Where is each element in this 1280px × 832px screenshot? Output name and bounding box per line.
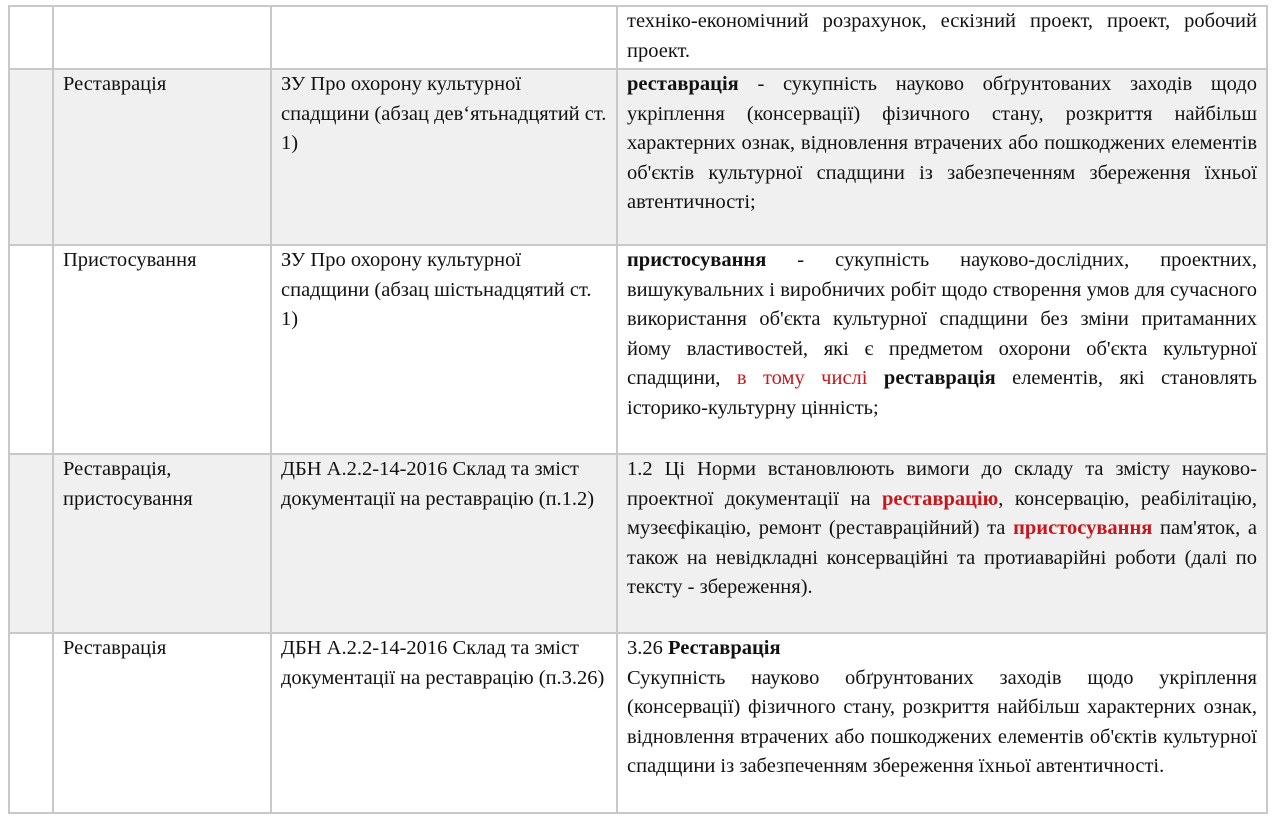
highlighted-term: реставрацію — [881, 487, 999, 510]
definition-text-2: , консервацію, реабілітацію, музеєфікацію, ремонт (реставраційний) та — [627, 487, 1257, 540]
number-cell — [9, 6, 53, 69]
definition-term: пристосування — [627, 249, 767, 271]
terms-table — [8, 5, 1268, 814]
highlighted-term-2: пристосування — [1013, 517, 1153, 540]
number-cell — [9, 69, 53, 245]
source-cell: ЗУ Про охорону культурної спадщини (абзац шістьнадцятий ст. 1) — [271, 245, 617, 454]
table-row — [9, 245, 1267, 454]
number-cell — [9, 454, 53, 633]
definition-text-3: пам'яток, а також на невідкладні консерваційні та протиаварійні роботи (далі по тексту - збереження). — [627, 517, 1257, 599]
table-row — [9, 6, 1267, 69]
definition-text: техніко-економічний розрахунок, ескізний проект, проект, робочий проект. — [627, 10, 1257, 62]
definition-text: 1.2 Ці Норми встановлюють вимоги до складу та змісту науково-проектної документації на — [627, 458, 1257, 510]
source-cell: ДБН А.2.2-14-2016 Склад та зміст документації на реставрацію (п.3.26) — [271, 633, 617, 813]
term-cell: Пристосування — [53, 245, 271, 454]
definition-cell — [617, 245, 1267, 454]
definition-text: - сукупність науково обґрунтованих заходів щодо укріплення (консервації) фізичного стану, розкриття найбільш характерних ознак, відновлення втрачених або пошкоджених елементів об'єктів культурної спадщини із забезпеченням збереження їхньої автентичності; — [627, 73, 1257, 214]
table-row — [9, 69, 1267, 245]
definition-cell — [617, 454, 1267, 633]
term-cell: Реставрація — [53, 633, 271, 813]
term-cell: Реставрація, пристосування — [53, 454, 271, 633]
number-cell — [9, 633, 53, 813]
clause-number: 3.26 — [627, 637, 668, 659]
highlighted-text: в тому числі — [736, 367, 868, 390]
source-cell: ЗУ Про охорону культурної спадщини (абзац дев‘ятьнадцятий ст. 1) — [271, 69, 617, 245]
table-row — [9, 633, 1267, 813]
definition-cell — [617, 633, 1267, 813]
definition-term: Реставрація — [668, 637, 781, 659]
definition-text-2: елементів, які становлять історико-культурну цінність; — [627, 367, 1257, 419]
table-row — [9, 454, 1267, 633]
source-cell: ДБН А.2.2-14-2016 Склад та зміст документації на реставрацію (п.1.2) — [271, 454, 617, 633]
definition-text: - сукупність науково-дослідних, проектних, вишукувальних і виробничих робіт щодо створення умов для сучасного використання об'єкта культурної спадщини без зміни притаманних йому властивостей, які є предметом охорони об'єкта культурної спадщини, — [627, 249, 1257, 390]
definition-term-2: реставрація — [867, 367, 996, 390]
term-cell — [53, 6, 271, 69]
definition-term: реставрація — [627, 73, 739, 95]
definition-text: Сукупність науково обґрунтованих заходів щодо укріплення (консервації) фізичного стану, розкриття найбільш характерних ознак, відновлення втрачених або пошкоджених елементів об'єктів культурної спадщини із забезпеченням збереження їхньої автентичності. — [627, 666, 1257, 778]
number-cell — [9, 245, 53, 454]
definition-cell — [617, 69, 1267, 245]
term-cell: Реставрація — [53, 69, 271, 245]
definition-cell — [617, 6, 1267, 69]
source-cell — [271, 6, 617, 69]
